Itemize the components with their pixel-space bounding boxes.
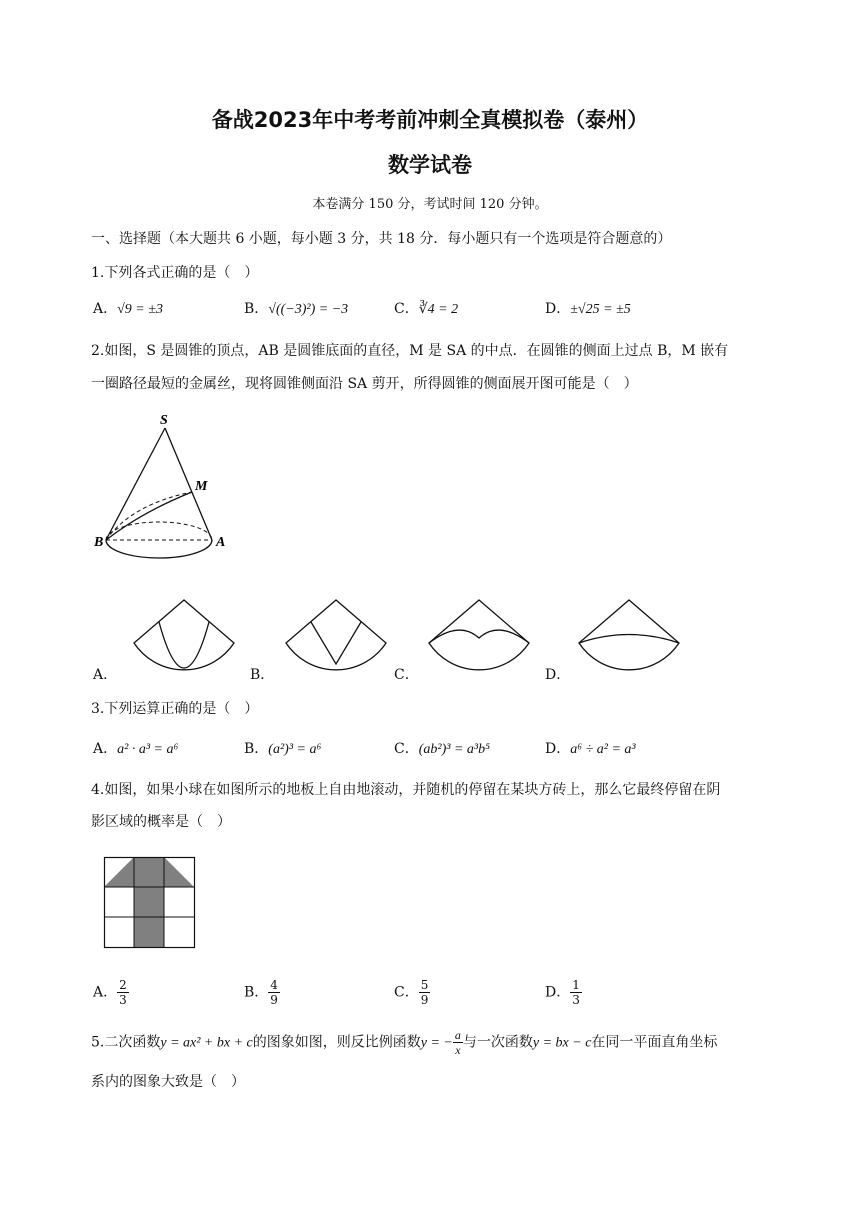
tile-floor-figure: [104, 857, 196, 949]
label-b: B: [94, 535, 104, 550]
q5-stem-line1: 5.二次函数y = ax² + bx + c的图象如图，则反比例函数y = − $\frac{a}{x}$ 与一次函数y = bx − c在同一平面直角坐标: [91, 1028, 718, 1057]
q5-stem-line2: 系内的图象大致是（ ）: [91, 1074, 245, 1090]
page-subtitle: 数学试卷: [388, 153, 472, 177]
q3-option-b: B．(a²)³ = a⁶: [244, 741, 322, 757]
q1-option-d: D．±√25 = ±5: [545, 301, 631, 317]
exam-note: 本卷满分 150 分，考试时间 120 分钟。: [312, 197, 548, 212]
page-title: 备战2023年中考考前冲刺全真模拟卷（泰州）: [211, 108, 649, 132]
q4-option-d: D． $\frac{1}{3}$: [545, 978, 580, 1007]
q2-option-c-label: C．: [394, 667, 419, 683]
q2-stem-line1: 2.如图，S 是圆锥的顶点，AB 是圆锥底面的直径，M 是 SA 的中点．在圆锥的侧面上过点 B，M 嵌有: [91, 343, 729, 359]
cone-figure: [92, 412, 242, 562]
q1-option-a: A．√9 = ±3: [93, 301, 163, 317]
q2-option-b-label: B．: [250, 667, 275, 683]
q3-option-d: D．a⁶ ÷ a² = a³: [545, 741, 636, 757]
q2-option-c-figure: [425, 596, 535, 676]
q1-option-b: B．√((−3)²) = −3: [244, 301, 349, 317]
shaded-arrow-region: [104, 857, 194, 947]
q4-option-a: A． $\frac{2}{3}$: [93, 978, 127, 1007]
section-heading: 一、选择题（本大题共 6 小题，每小题 3 分，共 18 分．每小题只有一个选项是符合题意的）: [91, 231, 672, 247]
q1-stem: 1.下列各式正确的是（ ）: [91, 265, 259, 281]
label-s: S: [160, 413, 168, 428]
q4-option-c: C． $\frac{5}{9}$: [394, 978, 429, 1007]
label-m: M: [195, 479, 208, 494]
q4-option-b: B． $\frac{4}{9}$: [244, 978, 278, 1007]
q2-option-b-figure: [282, 596, 392, 676]
q2-option-d-label: D．: [545, 667, 571, 683]
q1-option-c: C．∛4 = 2: [394, 301, 459, 317]
q4-stem-line1: 4.如图，如果小球在如图所示的地板上自由地滚动，并随机的停留在某块方砖上，那么它最终停留在阴: [91, 782, 721, 798]
q2-stem-line2: 一圈路径最短的金属丝，现将圆锥侧面沿 SA 剪开，所得圆锥的侧面展开图可能是（ ）: [91, 376, 638, 392]
q2-option-a-figure: [130, 596, 240, 676]
q2-option-d-figure: [575, 596, 685, 676]
q3-stem: 3.下列运算正确的是（ ）: [91, 701, 259, 717]
q3-option-a: A．a² · a³ = a⁶: [93, 741, 179, 757]
q4-stem-line2: 影区域的概率是（ ）: [91, 814, 231, 830]
q3-option-c: C．(ab²)³ = a³b⁵: [394, 741, 490, 757]
label-a: A: [216, 535, 226, 550]
q2-option-a-label: A．: [93, 667, 118, 683]
